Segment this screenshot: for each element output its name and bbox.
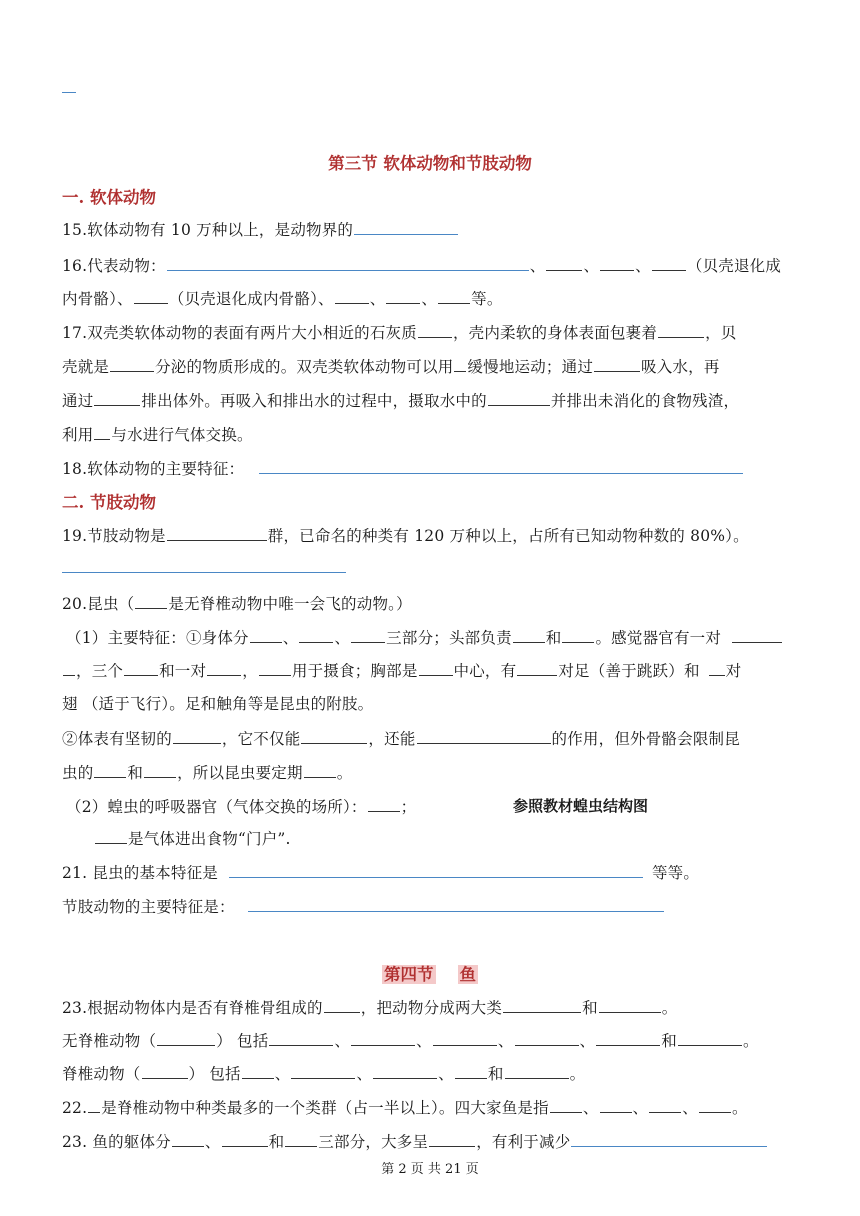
- q16-text: 16.代表动物：: [62, 257, 166, 275]
- q17-blank-5[interactable]: [594, 356, 640, 372]
- p2-blank-1[interactable]: [173, 728, 221, 744]
- q23: 23.根据动物体内是否有脊椎骨组成的 ，把动物分成两大类 和 。: [62, 999, 678, 1017]
- q16-blank-8[interactable]: [438, 288, 470, 304]
- stray-dash: [62, 92, 76, 93]
- reference-note: 参照教材蝗虫结构图: [513, 797, 649, 815]
- q23b: 23. 鱼的躯体分 、 和 三部分，大多呈 ，有利于减少: [62, 1130, 768, 1152]
- ver-blank-4[interactable]: [455, 1063, 487, 1079]
- q23b-blank-2[interactable]: [222, 1131, 268, 1147]
- p1-blank-11[interactable]: [517, 660, 557, 676]
- q16-blank-2[interactable]: [546, 255, 582, 271]
- q18-blank[interactable]: [259, 458, 743, 474]
- q16-blank-3[interactable]: [600, 255, 634, 271]
- ver-blank-3[interactable]: [373, 1063, 437, 1079]
- section-title-3: 第三节 软体动物和节肢动物: [328, 154, 532, 173]
- p2-blank-5[interactable]: [144, 762, 176, 778]
- p1-line2: ，三个 和一对 ， 用于摄食；胸部是 中心，有 对足（善于跳跃）和 对: [62, 659, 741, 681]
- q23-blank-2[interactable]: [503, 997, 581, 1013]
- subheading-arthropoda: 二. 节肢动物: [62, 493, 156, 512]
- q17-line2: 壳就是 分泌的物质形成的。双壳类软体动物可以用 缓慢地运动；通过 吸入水，再: [62, 358, 720, 376]
- q23b-blank-3[interactable]: [285, 1131, 317, 1147]
- q17-line4: 利用 与水进行气体交换。: [62, 426, 253, 444]
- q23b-blank-5[interactable]: [571, 1131, 767, 1147]
- p2-line2: 虫的 和 ，所以昆虫要定期 。: [62, 764, 353, 782]
- q15: [62, 218, 459, 240]
- q17-blank-3[interactable]: [110, 356, 154, 372]
- ver-blank-1[interactable]: [242, 1063, 274, 1079]
- q17-blank-7[interactable]: [488, 390, 550, 406]
- q22-blank-0[interactable]: [88, 1097, 100, 1113]
- q18: 18.软体动物的主要特征：: [62, 457, 744, 479]
- vertebrates-line: 脊椎动物（ ） 包括 、 、 、 和 。: [62, 1065, 586, 1083]
- q22-blank-2[interactable]: [600, 1097, 632, 1113]
- p1-blank-12[interactable]: [709, 660, 725, 676]
- p3-blank[interactable]: [368, 796, 400, 812]
- q16-line2: 内骨骼）、 （贝壳退化成内骨骼）、 、 、 等。: [62, 290, 503, 308]
- q16-blank-6[interactable]: [335, 288, 369, 304]
- q17-line3: 通过 排出体外。再吸入和排出水的过程中，摄取水中的 并排出未消化的食物残渣，: [62, 392, 740, 410]
- p1-blank-7[interactable]: [124, 660, 158, 676]
- q19-extra-line[interactable]: [62, 572, 346, 573]
- ver-blank-5[interactable]: [505, 1063, 569, 1079]
- p4-blank[interactable]: [95, 828, 127, 844]
- q21b-blank[interactable]: [248, 896, 664, 912]
- q23-blank-3[interactable]: [599, 997, 661, 1013]
- q22-blank-3[interactable]: [649, 1097, 681, 1113]
- q20: 20.昆虫（ 是无脊椎动物中唯一会飞的动物。）: [62, 595, 412, 613]
- q19: 19.节肢动物是 群，已命名的种类有 120 万种以上，占所有已知动物种数的 80%）。: [62, 527, 749, 545]
- ver-blank-2[interactable]: [291, 1063, 355, 1079]
- p3: （2）蝗虫的呼吸器官（气体交换的场所）： ；: [66, 798, 417, 816]
- p2-blank-4[interactable]: [94, 762, 126, 778]
- p1-line3: 翅 （适于飞行）。足和触角等是昆虫的附肢。: [62, 695, 374, 713]
- section-title-4: 第四节 鱼: [384, 965, 476, 984]
- p1-blank-1[interactable]: [250, 627, 282, 643]
- p1-blank-5[interactable]: [562, 627, 594, 643]
- q23-blank-1[interactable]: [324, 997, 360, 1013]
- p1-blank-6[interactable]: [732, 627, 782, 643]
- q17-line1: 17.双壳类软体动物的表面有两片大小相近的石灰质 ，壳内柔软的身体表面包裹着 ，贝: [62, 324, 737, 342]
- q16-blank-4[interactable]: [652, 255, 686, 271]
- q17-blank-2[interactable]: [658, 322, 704, 338]
- q17-blank-8[interactable]: [94, 424, 110, 440]
- invertebrates-line: 无脊椎动物（ ） 包括 、 、 、 、 和 。: [62, 1032, 759, 1050]
- inv-blank-4[interactable]: [515, 1030, 579, 1046]
- inv-blank-5[interactable]: [596, 1030, 660, 1046]
- inv-blank-3[interactable]: [433, 1030, 497, 1046]
- ver-blank-0[interactable]: [142, 1063, 188, 1079]
- p1-blank-2[interactable]: [299, 627, 333, 643]
- q16-blank-7[interactable]: [386, 288, 420, 304]
- p2-blank-2[interactable]: [301, 728, 367, 744]
- subheading-mollusca: 一. 软体动物: [62, 188, 156, 207]
- q17-blank-1[interactable]: [418, 322, 452, 338]
- q23b-blank-1[interactable]: [172, 1131, 204, 1147]
- inv-blank-2[interactable]: [351, 1030, 415, 1046]
- q21-blank[interactable]: [229, 862, 643, 878]
- p1-blank-4[interactable]: [513, 627, 545, 643]
- inv-blank-6[interactable]: [678, 1030, 742, 1046]
- q21: 21. 昆虫的基本特征是 等等。: [62, 864, 700, 882]
- page-footer: 第 2 页 共 21 页: [381, 1162, 479, 1177]
- q22: 22. 是脊椎动物中种类最多的一个类群（占一半以上）。四大家鱼是指 、 、 、 。: [62, 1099, 748, 1117]
- q19-blank[interactable]: [167, 525, 267, 541]
- p2-line1: ②体表有坚韧的 ，它不仅能 ，还能 的作用，但外骨骼会限制昆: [62, 730, 740, 748]
- p1-blank-8[interactable]: [207, 660, 241, 676]
- q16-blank-5[interactable]: [134, 288, 168, 304]
- q16-blank-1[interactable]: [167, 255, 529, 271]
- p2-blank-3[interactable]: [417, 728, 551, 744]
- q22-blank-1[interactable]: [550, 1097, 582, 1113]
- q20-blank[interactable]: [135, 593, 167, 609]
- q16-line1: 16.代表动物： 、 、 、 （贝壳退化成: [62, 257, 782, 275]
- inv-blank-0[interactable]: [157, 1030, 215, 1046]
- q15-blank[interactable]: [354, 219, 458, 235]
- p1-line1: （1）主要特征：①身体分 、 、 三部分；头部负责 和 。感觉器官有一对: [66, 626, 783, 648]
- inv-blank-1[interactable]: [269, 1030, 333, 1046]
- q23b-blank-4[interactable]: [429, 1131, 475, 1147]
- p2-blank-6[interactable]: [304, 762, 336, 778]
- p1-blank-6b[interactable]: [63, 660, 75, 676]
- p1-blank-9[interactable]: [259, 660, 291, 676]
- p1-blank-10[interactable]: [419, 660, 453, 676]
- q22-blank-4[interactable]: [699, 1097, 731, 1113]
- q15-text: 15.软体动物有 10 万种以上，是动物界的: [62, 221, 354, 239]
- p1-blank-3[interactable]: [351, 627, 385, 643]
- q17-blank-6[interactable]: [94, 390, 140, 406]
- p4: 是气体进出食物“门户”.: [94, 827, 291, 849]
- q21b: 节肢动物的主要特征是：: [62, 895, 665, 917]
- q17-blank-4[interactable]: [454, 356, 466, 372]
